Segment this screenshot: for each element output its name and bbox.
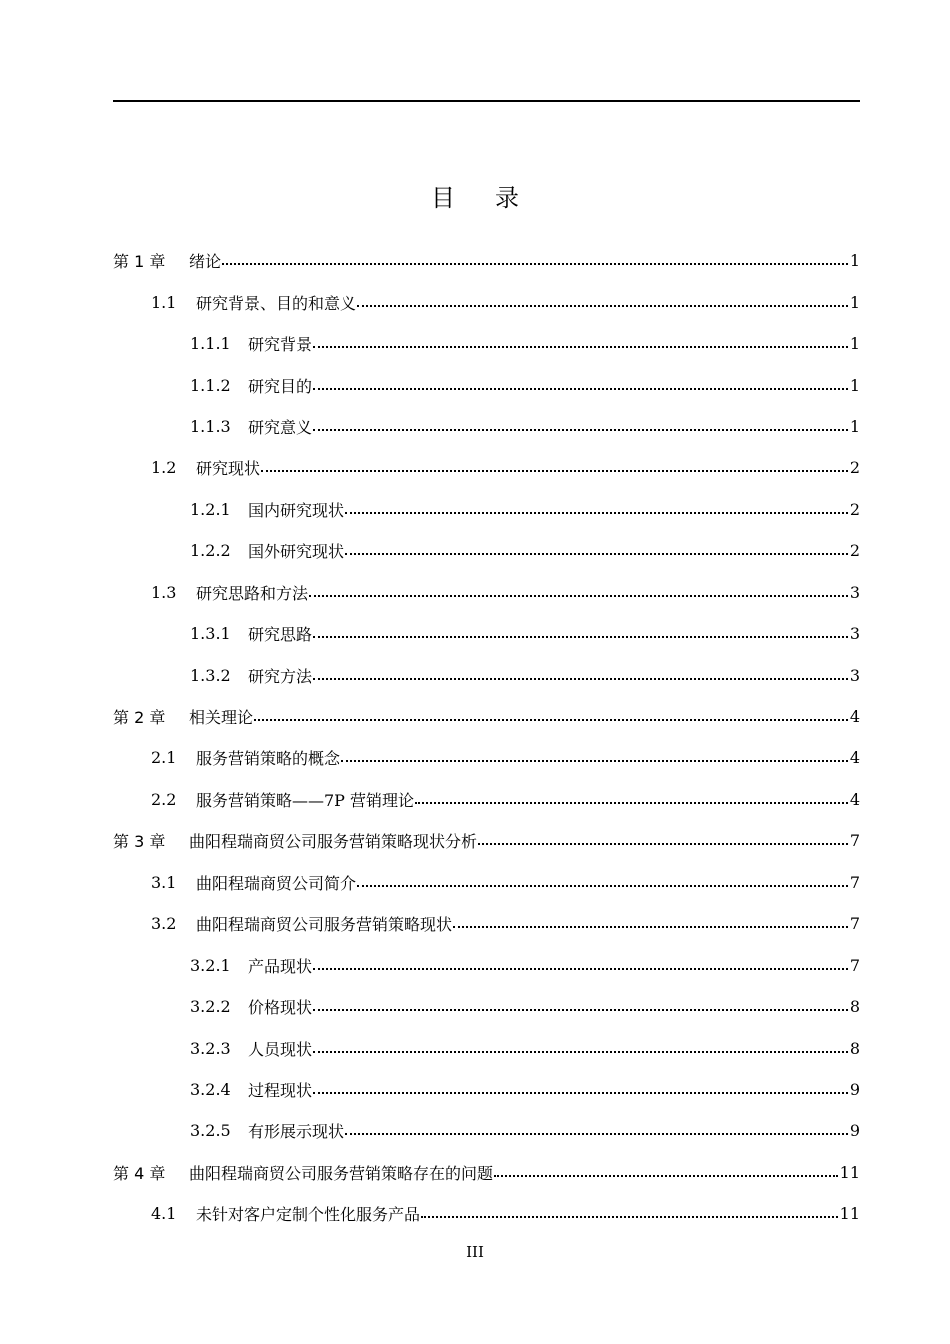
toc-entry-title: 相关理论 xyxy=(189,708,254,728)
toc-entry-number: 第 2 章 xyxy=(113,708,166,728)
toc-dot-leader xyxy=(222,262,848,265)
toc-entry-number: 第 1 章 xyxy=(113,252,166,272)
toc-entry-number: 第 4 章 xyxy=(113,1163,166,1183)
toc-entry-page: 2 xyxy=(849,541,860,561)
toc-entry[interactable] xyxy=(113,737,860,778)
toc-entry-number: 2.1 xyxy=(151,748,177,768)
toc-entry-title: 研究目的 xyxy=(248,376,313,396)
toc-entry[interactable] xyxy=(113,364,860,405)
toc-dot-leader xyxy=(345,511,848,514)
toc-entry-page: 1 xyxy=(849,375,860,395)
toc-entry[interactable] xyxy=(113,281,860,322)
toc-dot-leader xyxy=(421,1215,838,1218)
toc-entry-title: 曲阳程瑞商贸公司服务营销策略存在的问题 xyxy=(189,1163,494,1183)
toc-dot-leader xyxy=(313,967,848,970)
toc-dot-leader xyxy=(494,1174,838,1177)
toc-entry-number: 1.1 xyxy=(151,292,177,312)
toc-entry[interactable] xyxy=(113,240,860,281)
toc-dot-leader xyxy=(313,1008,848,1011)
page-title: 目录 xyxy=(431,184,559,212)
toc-entry-page: 4 xyxy=(849,748,860,768)
toc-entry-title: 服务营销策略——7P 营销理论 xyxy=(196,790,415,810)
toc-dot-leader xyxy=(313,345,848,348)
toc-entry-number: 3.2.4 xyxy=(190,1079,231,1099)
toc-entry[interactable] xyxy=(113,654,860,695)
toc-entry-page: 8 xyxy=(849,1038,860,1058)
toc-entry-page: 1 xyxy=(849,334,860,354)
toc-entry[interactable] xyxy=(113,613,860,654)
toc-dot-leader xyxy=(313,635,848,638)
toc-entry-number: 4.1 xyxy=(151,1204,177,1224)
toc-entry-title: 绪论 xyxy=(189,252,222,272)
toc-entry-title: 研究方法 xyxy=(248,666,313,686)
toc-entry[interactable] xyxy=(113,1152,860,1193)
toc-entry-number: 1.3 xyxy=(151,582,177,602)
toc-entry-page: 7 xyxy=(849,872,860,892)
toc-entry-page: 1 xyxy=(849,292,860,312)
toc-entry-number: 1.1.1 xyxy=(190,334,231,354)
toc-entry-title: 产品现状 xyxy=(248,956,313,976)
toc-entry-page: 8 xyxy=(849,997,860,1017)
toc-entry[interactable] xyxy=(113,1069,860,1110)
toc-dot-leader xyxy=(313,677,848,680)
toc-entry-page: 4 xyxy=(849,789,860,809)
toc-entry[interactable] xyxy=(113,447,860,488)
toc-entry[interactable] xyxy=(113,903,860,944)
toc-entry[interactable] xyxy=(113,862,860,903)
toc-dot-leader xyxy=(357,304,848,307)
toc-entry-page: 7 xyxy=(849,914,860,934)
toc-entry-number: 1.2.2 xyxy=(190,541,231,561)
toc-dot-leader xyxy=(357,884,848,887)
footer-page-number: III xyxy=(466,1243,484,1261)
toc-entry-page: 9 xyxy=(849,1079,860,1099)
toc-entry[interactable] xyxy=(113,696,860,737)
toc-entry-number: 1.3.1 xyxy=(190,624,231,644)
toc-entry[interactable] xyxy=(113,572,860,613)
toc-entry-title: 研究意义 xyxy=(248,417,313,437)
toc-dot-leader xyxy=(345,552,848,555)
toc-entry-number: 1.2.1 xyxy=(190,499,231,519)
toc-entry-page: 7 xyxy=(849,955,860,975)
toc-entry-title: 过程现状 xyxy=(248,1080,313,1100)
table-of-contents xyxy=(113,240,860,1235)
toc-entry-number: 1.2 xyxy=(151,458,177,478)
toc-entry-number: 3.2.3 xyxy=(190,1038,231,1058)
toc-dot-leader xyxy=(415,801,848,804)
toc-dot-leader xyxy=(341,759,848,762)
toc-dot-leader xyxy=(313,1050,848,1053)
toc-entry-number: 第 3 章 xyxy=(113,832,166,852)
toc-entry-title: 有形展示现状 xyxy=(248,1122,345,1142)
toc-entry-title: 人员现状 xyxy=(248,1039,313,1059)
toc-entry-title: 研究背景、目的和意义 xyxy=(196,293,357,313)
toc-entry-number: 1.3.2 xyxy=(190,665,231,685)
toc-entry-number: 3.2.1 xyxy=(190,955,231,975)
toc-entry[interactable] xyxy=(113,489,860,530)
toc-entry[interactable] xyxy=(113,1193,860,1234)
toc-dot-leader xyxy=(254,718,848,721)
toc-entry-page: 3 xyxy=(849,582,860,602)
toc-entry[interactable] xyxy=(113,406,860,447)
toc-dot-leader xyxy=(309,594,848,597)
toc-entry-page: 11 xyxy=(839,1162,860,1182)
toc-entry[interactable] xyxy=(113,820,860,861)
toc-entry-title: 国外研究现状 xyxy=(248,542,345,562)
toc-dot-leader xyxy=(261,469,848,472)
toc-entry-title: 研究思路和方法 xyxy=(196,583,309,603)
toc-entry-page: 2 xyxy=(849,458,860,478)
toc-entry-number: 3.2.2 xyxy=(190,997,231,1017)
toc-dot-leader xyxy=(453,925,848,928)
toc-entry-number: 1.1.2 xyxy=(190,375,231,395)
toc-entry-title: 服务营销策略的概念 xyxy=(196,749,341,769)
toc-entry-title: 曲阳程瑞商贸公司服务营销策略现状分析 xyxy=(189,832,478,852)
toc-entry[interactable] xyxy=(113,986,860,1027)
toc-entry[interactable] xyxy=(113,944,860,985)
toc-entry[interactable] xyxy=(113,779,860,820)
toc-entry-page: 11 xyxy=(839,1204,860,1224)
toc-entry-title: 曲阳程瑞商贸公司服务营销策略现状 xyxy=(196,915,453,935)
header-rule xyxy=(113,100,860,102)
toc-dot-leader xyxy=(345,1132,848,1135)
toc-entry-title: 未针对客户定制个性化服务产品 xyxy=(196,1205,421,1225)
toc-entry-page: 2 xyxy=(849,499,860,519)
toc-entry-title: 价格现状 xyxy=(248,998,313,1018)
toc-entry[interactable] xyxy=(113,530,860,571)
toc-entry-page: 7 xyxy=(849,831,860,851)
toc-entry-title: 研究思路 xyxy=(248,625,313,645)
toc-entry-title: 研究背景 xyxy=(248,335,313,355)
toc-entry-page: 1 xyxy=(849,251,860,271)
toc-dot-leader xyxy=(313,1091,848,1094)
toc-entry[interactable] xyxy=(113,1110,860,1151)
toc-dot-leader xyxy=(478,842,848,845)
toc-entry-title: 曲阳程瑞商贸公司简介 xyxy=(196,873,357,893)
toc-dot-leader xyxy=(313,387,848,390)
toc-entry-number: 3.2.5 xyxy=(190,1121,231,1141)
toc-entry-title: 国内研究现状 xyxy=(248,500,345,520)
toc-entry-number: 3.1 xyxy=(151,872,177,892)
toc-entry-number: 1.1.3 xyxy=(190,416,231,436)
toc-entry-page: 3 xyxy=(849,624,860,644)
toc-entry[interactable] xyxy=(113,1027,860,1068)
toc-entry-page: 1 xyxy=(849,416,860,436)
toc-entry-page: 4 xyxy=(849,707,860,727)
toc-entry-number: 2.2 xyxy=(151,789,177,809)
toc-entry-page: 3 xyxy=(849,665,860,685)
toc-entry-title: 研究现状 xyxy=(196,459,261,479)
toc-entry-page: 9 xyxy=(849,1121,860,1141)
toc-entry[interactable] xyxy=(113,323,860,364)
toc-entry-number: 3.2 xyxy=(151,914,177,934)
toc-dot-leader xyxy=(313,428,848,431)
